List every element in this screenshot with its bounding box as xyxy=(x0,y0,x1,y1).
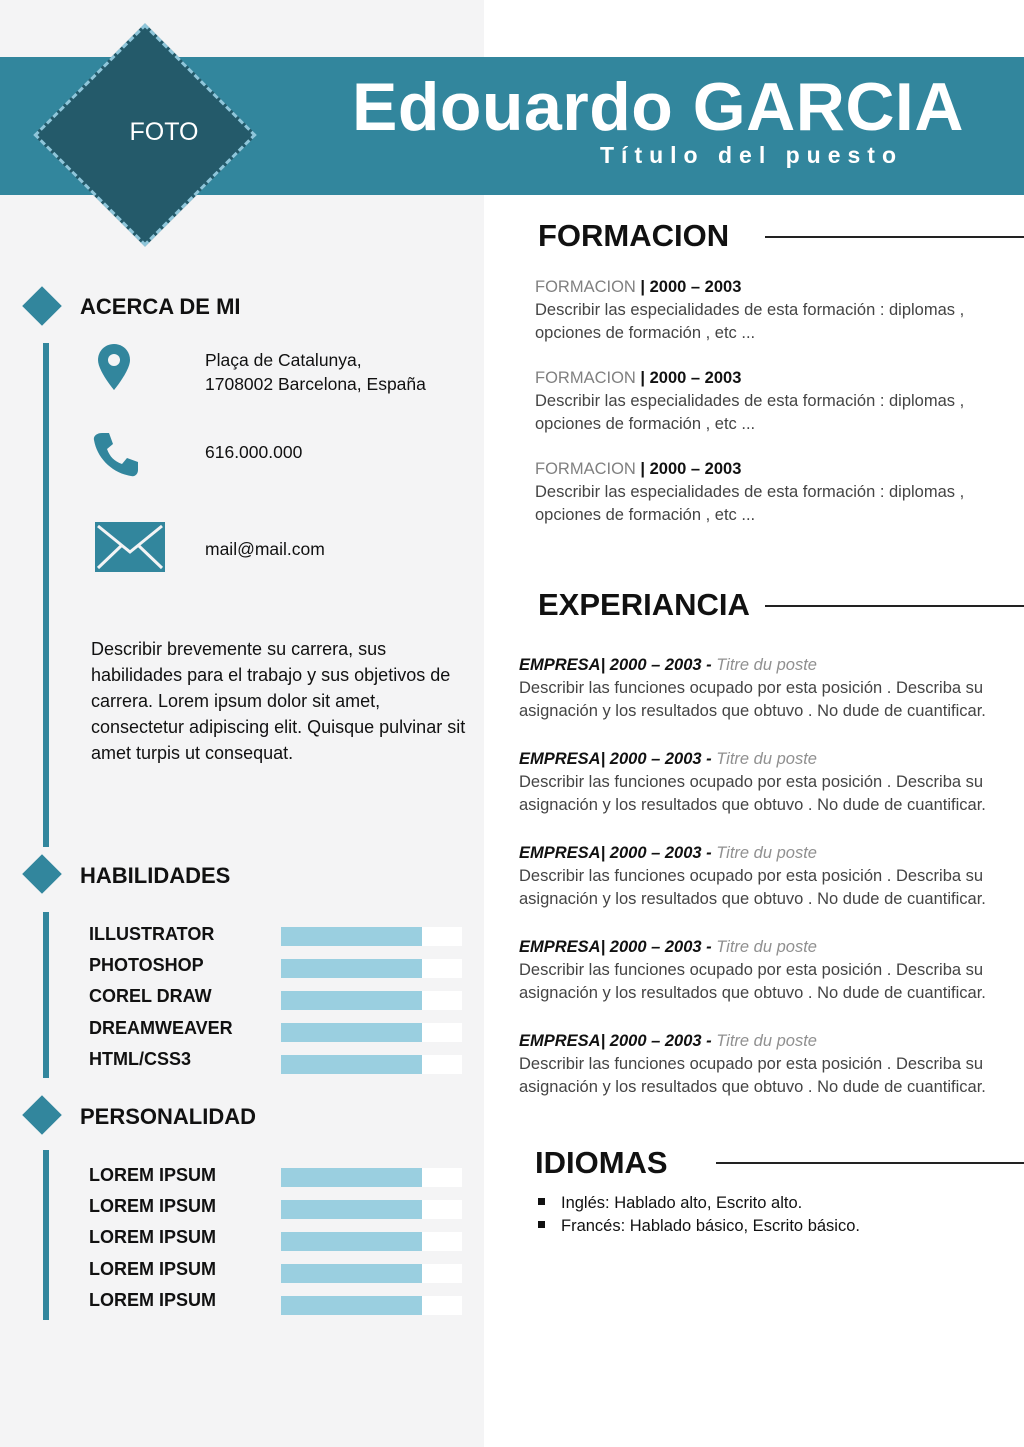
education-keyword: FORMACION xyxy=(535,460,636,478)
skills-timeline xyxy=(43,912,49,1078)
education-title: FORMACION xyxy=(538,218,730,253)
about-description: Describir brevemente su carrera, sus habilidades para el trabajo y sus objetivos de carrera. Lorem ipsum dolor sit amet, consectetur adipiscing elit. Quisque pulvinar sit amet turpis ut consequat. xyxy=(91,639,466,763)
about-timeline xyxy=(43,343,49,847)
education-years: | 2000 – 2003 xyxy=(635,369,742,387)
education-entry xyxy=(535,276,1005,345)
job-title: Título del puesto xyxy=(600,142,903,168)
education-keyword: FORMACION xyxy=(535,278,636,296)
section-rule xyxy=(765,236,1024,238)
skill-bar xyxy=(281,1055,462,1074)
skill-bar xyxy=(281,991,462,1010)
address-line-2: 1708002 Barcelona, España xyxy=(205,374,426,394)
education-entry xyxy=(535,367,1005,436)
personality-label: LOREM IPSUM xyxy=(89,1259,217,1279)
education-description: Describir las especialidades de esta formación : diplomas , opciones de formación , etc ... xyxy=(535,483,965,524)
skill-bar-fill xyxy=(281,959,422,978)
language-item xyxy=(538,1194,802,1213)
education-years: | 2000 – 2003 xyxy=(635,460,742,478)
experience-position: Titre du poste xyxy=(711,938,817,956)
experience-entry xyxy=(519,842,1019,911)
bullet-icon xyxy=(538,1198,545,1205)
experience-position: Titre du poste xyxy=(711,1032,817,1050)
education-years: | 2000 – 2003 xyxy=(635,278,742,296)
experience-entry xyxy=(519,748,1019,817)
experience-company: EMPRESA| 2000 – 2003 - xyxy=(519,656,712,674)
personality-bar-fill xyxy=(281,1232,422,1251)
skill-bar xyxy=(281,1023,462,1042)
personality-bar-fill xyxy=(281,1264,422,1283)
experience-company: EMPRESA| 2000 – 2003 - xyxy=(519,750,712,768)
photo-label: FOTO xyxy=(129,118,199,146)
skill-label: DREAMWEAVER xyxy=(89,1018,233,1038)
skill-label: COREL DRAW xyxy=(89,986,212,1006)
skill-bar xyxy=(281,927,462,946)
language-text: Francés: Hablado básico, Escrito básico. xyxy=(561,1217,860,1235)
experience-company: EMPRESA| 2000 – 2003 - xyxy=(519,1032,712,1050)
experience-company: EMPRESA| 2000 – 2003 - xyxy=(519,938,712,956)
personality-bar-fill xyxy=(281,1200,422,1219)
personality-label: LOREM IPSUM xyxy=(89,1227,217,1247)
education-keyword: FORMACION xyxy=(535,369,636,387)
personality-bar xyxy=(281,1296,462,1315)
personality-bar xyxy=(281,1264,462,1283)
personality-label: LOREM IPSUM xyxy=(89,1165,217,1185)
candidate-name: Edouardo GARCIA xyxy=(352,69,964,145)
envelope-icon xyxy=(95,522,165,572)
about-title: ACERCA DE MI xyxy=(80,294,241,319)
education-entry xyxy=(535,458,1005,527)
experience-description: Describir las funciones ocupado por esta posición . Describa su asignación y los resultados que obtuvo . No dude de cuantificar. xyxy=(519,1055,986,1096)
language-text: Inglés: Hablado alto, Escrito alto. xyxy=(561,1194,803,1212)
skill-label: PHOTOSHOP xyxy=(89,955,204,975)
personality-bar xyxy=(281,1168,462,1187)
experience-company: EMPRESA| 2000 – 2003 - xyxy=(519,844,712,862)
phone-icon xyxy=(92,430,140,478)
personality-bar-fill xyxy=(281,1168,422,1187)
address xyxy=(205,348,426,396)
experience-entry xyxy=(519,936,1019,1005)
section-rule xyxy=(716,1162,1024,1164)
experience-description: Describir las funciones ocupado por esta posición . Describa su asignación y los resultados que obtuvo . No dude de cuantificar. xyxy=(519,679,986,720)
experience-position: Titre du poste xyxy=(711,844,817,862)
skill-bar-fill xyxy=(281,991,422,1010)
education-description: Describir las especialidades de esta formación : diplomas , opciones de formación , etc ... xyxy=(535,301,965,342)
language-item xyxy=(538,1217,860,1236)
skill-bar-fill xyxy=(281,1023,422,1042)
education-description: Describir las especialidades de esta formación : diplomas , opciones de formación , etc ... xyxy=(535,392,965,433)
skills-title: HABILIDADES xyxy=(80,863,231,888)
skill-bar-fill xyxy=(281,927,422,946)
skill-label: ILLUSTRATOR xyxy=(89,924,215,944)
personality-bar xyxy=(281,1232,462,1251)
personality-label: LOREM IPSUM xyxy=(89,1290,217,1310)
experience-position: Titre du poste xyxy=(711,656,817,674)
languages-title: IDIOMAS xyxy=(535,1145,668,1180)
experience-position: Titre du poste xyxy=(711,750,817,768)
experience-entry xyxy=(519,1030,1019,1099)
bullet-icon xyxy=(538,1221,545,1228)
skill-bar-fill xyxy=(281,1055,422,1074)
experience-entry xyxy=(519,654,1019,723)
experience-description: Describir las funciones ocupado por esta posición . Describa su asignación y los resultados que obtuvo . No dude de cuantificar. xyxy=(519,773,986,814)
map-pin-icon xyxy=(98,344,130,390)
personality-label: LOREM IPSUM xyxy=(89,1196,217,1216)
personality-bar xyxy=(281,1200,462,1219)
experience-description: Describir las funciones ocupado por esta posición . Describa su asignación y los resultados que obtuvo . No dude de cuantificar. xyxy=(519,867,986,908)
personality-timeline xyxy=(43,1150,49,1320)
phone-number: 616.000.000 xyxy=(205,442,303,462)
email-address: mail@mail.com xyxy=(205,539,325,559)
experience-title: EXPERIANCIA xyxy=(538,587,750,622)
skill-bar xyxy=(281,959,462,978)
experience-description: Describir las funciones ocupado por esta posición . Describa su asignación y los resultados que obtuvo . No dude de cuantificar. xyxy=(519,961,986,1002)
address-line-1: Plaça de Catalunya, xyxy=(205,350,362,370)
personality-title: PERSONALIDAD xyxy=(80,1104,257,1129)
personality-bar-fill xyxy=(281,1296,422,1315)
skill-label: HTML/CSS3 xyxy=(89,1049,192,1069)
section-rule xyxy=(765,605,1024,607)
